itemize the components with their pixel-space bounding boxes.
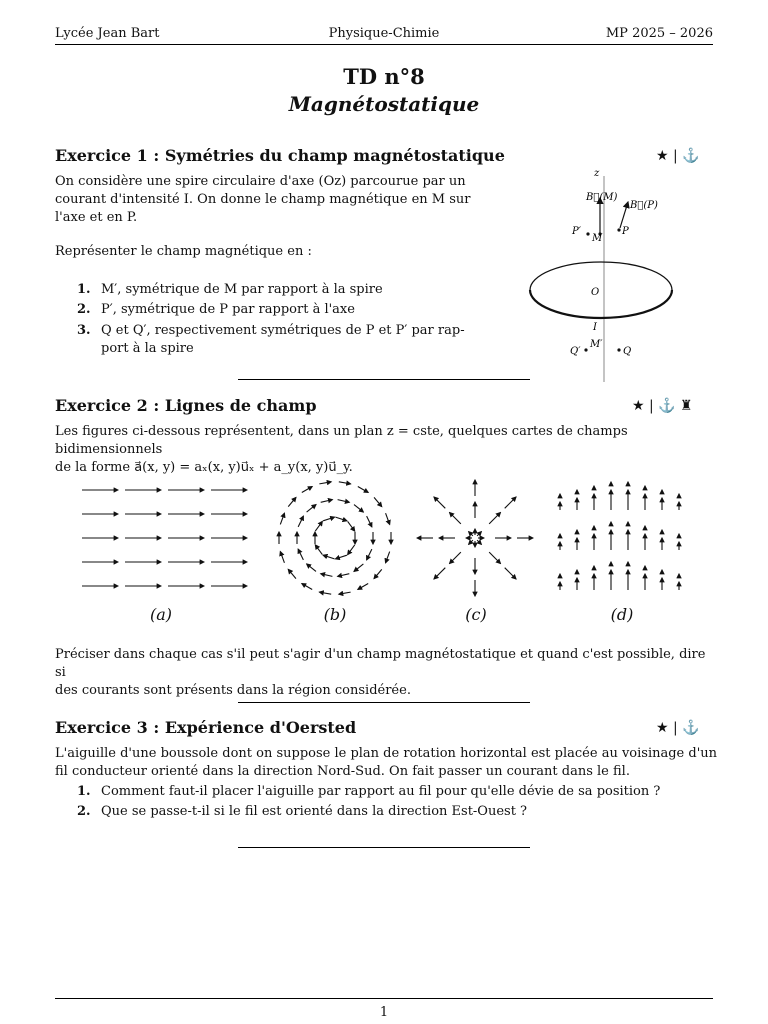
field-arrow <box>288 569 296 578</box>
field-arrow <box>315 545 322 555</box>
field-arrow <box>339 592 351 594</box>
field-arrow <box>280 513 284 524</box>
field-arrow <box>469 532 473 536</box>
label-z: z <box>594 168 600 179</box>
page-number: 1 <box>379 1005 389 1020</box>
header-subject: Physique-Chimie <box>328 26 440 41</box>
ex2-question <box>55 646 720 700</box>
page-title: TD n°8 <box>343 64 425 89</box>
footer-rule <box>55 998 713 999</box>
field-arrow <box>386 513 390 524</box>
page-subtitle: Magnétostatique <box>288 92 480 116</box>
field-arrow <box>323 517 334 521</box>
ex3-intro-line: L'aiguille d'une boussole dont on suppose le plan de rotation horizontal est placée au voisinage d'un <box>55 746 718 761</box>
field-arrow <box>302 487 312 493</box>
header-school: Lycée Jean Bart <box>55 26 160 41</box>
label-M: M <box>592 233 603 244</box>
ex3-rating: ★ | ⚓ <box>656 720 700 736</box>
ex1-loop-figure <box>528 162 688 384</box>
field-arrow <box>354 505 363 512</box>
field-arrow <box>323 555 334 559</box>
ex2-title: Exercice 2 : Lignes de champ <box>55 396 317 415</box>
field-arrow <box>477 540 481 544</box>
field-arrow <box>434 568 445 579</box>
ex1-intro-line: courant d'intensité I. On donne le champ magnétique en M sur <box>55 192 471 207</box>
field-arrow <box>434 497 445 508</box>
field-arrow <box>339 482 351 484</box>
label-Q: Q <box>623 346 632 357</box>
field-arrow <box>321 500 333 503</box>
ex1-rating: ★ | ⚓ <box>656 148 700 164</box>
label-Qprime: Q′ <box>570 346 581 357</box>
caption-c: (c) <box>465 605 487 624</box>
field-arrow <box>450 513 461 524</box>
caption-a: (a) <box>149 605 173 624</box>
label-P: P <box>622 226 629 237</box>
field-arrow <box>335 517 346 521</box>
field-map-d <box>560 482 679 590</box>
header-rule <box>55 44 713 45</box>
field-arrow <box>315 521 322 531</box>
ex3-title: Exercice 3 : Expérience d'Oersted <box>55 718 357 737</box>
header-class-year: MP 2025 – 2026 <box>605 26 713 41</box>
ex2-question-line: Préciser dans chaque cas s'il peut s'agir d'un champ magnétostatique et quand c'est possible, dire si <box>55 647 706 680</box>
ex1-title: Exercice 1 : Symétries du champ magnétostatique <box>55 146 505 165</box>
field-arrow <box>374 569 382 578</box>
field-arrow <box>321 574 333 577</box>
field-arrow <box>348 545 355 555</box>
label-BP: B⃗(P) <box>630 200 658 211</box>
list-item: 1. Comment faut-il placer l'aiguille par rapport au fil pour qu'elle dévie de sa position ? <box>77 784 661 799</box>
field-arrow <box>288 497 296 506</box>
ex3-intro-line: fil conducteur orienté dans la direction Nord-Sud. On fait passer un courant dans le fil. <box>55 764 630 779</box>
field-arrow <box>280 552 284 563</box>
label-O: O <box>591 287 600 298</box>
field-arrow <box>338 574 350 577</box>
ex1-intro-line: On considère une spire circulaire d'axe (Oz) parcourue par un <box>55 174 466 189</box>
ex2-rating: ★ | ⚓ ♜ <box>632 398 693 414</box>
field-arrow <box>386 552 390 563</box>
field-map-b <box>279 482 391 594</box>
ex1-intro <box>55 173 495 227</box>
field-arrow <box>469 540 473 544</box>
field-arrow <box>358 583 368 589</box>
field-arrow <box>298 516 303 527</box>
field-arrow <box>358 487 368 493</box>
field-arrow <box>489 513 500 524</box>
field-map-c <box>417 480 533 596</box>
list-item: 2. P′, symétrique de P par rapport à l'axe <box>77 302 355 317</box>
label-Mprime: M′ <box>590 339 603 350</box>
field-arrow <box>307 505 316 512</box>
field-arrow <box>319 482 331 484</box>
field-arrow <box>307 564 316 571</box>
field-arrow <box>477 532 481 536</box>
field-arrow <box>354 564 363 571</box>
field-arrow <box>302 583 312 589</box>
field-arrow <box>338 500 350 503</box>
field-arrow <box>319 592 331 594</box>
page-header <box>55 26 713 46</box>
ex1-question-list <box>77 280 497 358</box>
caption-d: (d) <box>610 605 634 624</box>
field-arrow <box>505 568 516 579</box>
point-Qprime <box>584 348 587 351</box>
field-arrow <box>367 549 372 560</box>
ex1-intro-line: l'axe et en P. <box>55 210 138 225</box>
loop-front-arc <box>530 290 672 318</box>
label-Pprime: P′ <box>572 226 581 237</box>
caption-b: (b) <box>323 605 347 624</box>
label-I: I <box>593 322 597 333</box>
ex1-prompt: Représenter le champ magnétique en : <box>55 244 312 259</box>
ex2-intro-line: de la forme a⃗(x, y) = aₓ(x, y)u⃗ₓ + a_y(x, y)u⃗_y. <box>55 460 353 475</box>
field-arrow <box>374 497 382 506</box>
field-arrow <box>489 552 500 563</box>
list-item: 1. M′, symétrique de M par rapport à la spire <box>77 282 383 297</box>
point-P <box>617 228 620 231</box>
field-arrow <box>450 552 461 563</box>
point-Pprime <box>586 232 589 235</box>
field-arrow <box>367 516 372 527</box>
ex3-question-list <box>77 782 717 822</box>
ex2-intro-line: Les figures ci-dessous représentent, dans un plan z = cste, quelques cartes de champs bidimensionnels <box>55 424 628 457</box>
field-arrow <box>505 497 516 508</box>
section-separator <box>238 379 530 380</box>
ex2-question-line: des courants sont présents dans la région considérée. <box>55 683 411 698</box>
field-arrow <box>335 555 346 559</box>
label-BM: B⃗(M) <box>586 192 618 203</box>
section-separator <box>238 702 530 703</box>
ex3-intro <box>55 745 720 781</box>
point-Q <box>617 348 620 351</box>
list-item: 2. Que se passe-t-il si le fil est orienté dans la direction Est-Ouest ? <box>77 804 528 819</box>
section-separator <box>238 847 530 848</box>
ex2-intro <box>55 423 720 477</box>
field-arrow <box>348 521 355 531</box>
field-arrow <box>298 549 303 560</box>
field-map-a <box>82 490 247 586</box>
BP-arrow <box>620 202 628 228</box>
list-item: 3. Q et Q′, respectivement symétriques de P et P′ par rap- port à la spire <box>77 323 465 356</box>
